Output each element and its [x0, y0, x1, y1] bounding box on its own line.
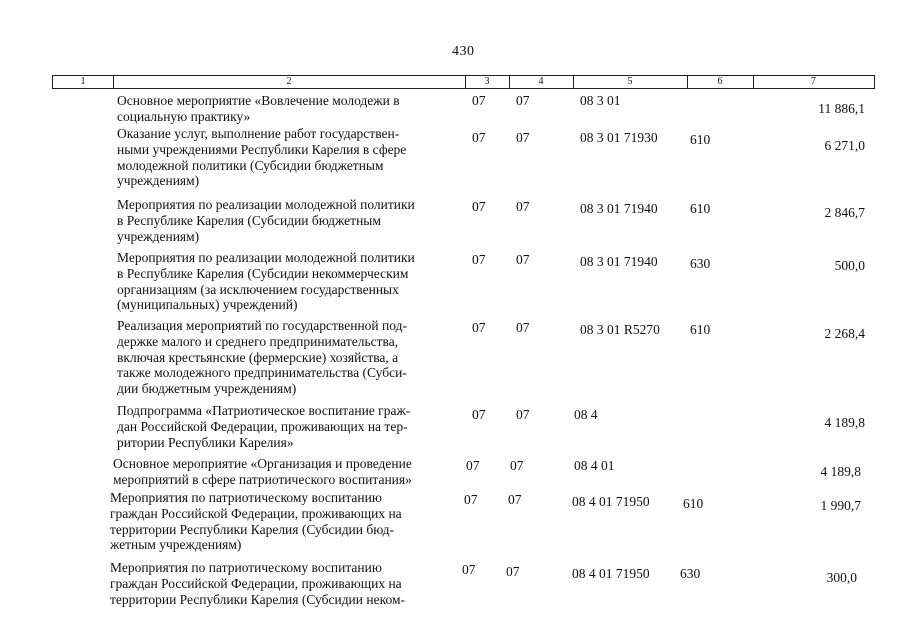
row-rz: 07: [462, 562, 476, 577]
header-col-7: 7: [811, 76, 816, 87]
row-rz: 07: [472, 407, 486, 422]
row-vr: 610: [690, 322, 711, 337]
row-vr: 610: [683, 496, 704, 511]
row-vr: 610: [690, 201, 711, 216]
row-sum: 1 990,7: [820, 498, 861, 513]
header-col-6: 6: [717, 76, 723, 87]
header-col-2: 2: [286, 76, 292, 87]
row-csr: 08 4 01 71950: [572, 566, 650, 581]
row-rz: 07: [472, 199, 486, 214]
row-rz: 07: [472, 320, 486, 335]
header-col-5: 5: [627, 76, 633, 87]
row-sum: 500,0: [834, 258, 865, 273]
row-vr: 610: [690, 132, 711, 147]
row-vr: 630: [690, 256, 711, 271]
row-csr: 08 4: [574, 407, 598, 422]
row-csr: 08 4 01: [574, 458, 615, 473]
row-name: Мероприятия по патриотическому воспитанию граждан Российской Федерации, проживающих на территории Республики Карелия (Субсидии неком-: [110, 560, 406, 607]
row-rz: 07: [472, 93, 486, 108]
row-csr: 08 3 01 71940: [580, 201, 658, 216]
row-pr: 07: [506, 564, 520, 579]
row-pr: 07: [516, 130, 530, 145]
row-csr: 08 3 01 71930: [580, 130, 658, 145]
row-sum: 2 268,4: [824, 326, 865, 341]
row-csr: 08 3 01 71940: [580, 254, 658, 269]
row-rz: 07: [464, 492, 478, 507]
row-sum: 300,0: [826, 570, 857, 585]
page-number: 430: [452, 44, 475, 59]
row-sum: 11 886,1: [818, 101, 865, 116]
row-csr: 08 3 01 R5270: [580, 322, 660, 337]
row-name: Мероприятия по реализации молодежной политики в Республике Карелия (Субсидии бюджетным учреждениям): [117, 197, 415, 244]
row-sum: 4 189,8: [824, 415, 865, 430]
row-rz: 07: [472, 130, 486, 145]
header-col-1: 1: [80, 76, 86, 87]
row-pr: 07: [516, 199, 530, 214]
row-name: Мероприятия по патриотическому воспитанию граждан Российской Федерации, проживающих на территории Республики Карелия (Субсидии бюд- жетным учреждениям): [110, 490, 402, 553]
row-csr: 08 4 01 71950: [572, 494, 650, 509]
row-name: Основное мероприятие «Вовлечение молодежи в социальную практику»: [117, 93, 400, 124]
row-pr: 07: [516, 93, 530, 108]
header-col-4: 4: [538, 76, 544, 87]
row-sum: 4 189,8: [820, 464, 861, 479]
row-pr: 07: [510, 458, 524, 473]
header-col-3: 3: [484, 76, 490, 87]
row-pr: 07: [516, 407, 530, 422]
row-vr: 630: [680, 566, 701, 581]
row-name: Реализация мероприятий по государственной под- держке малого и среднего предпринимательства, включая крестьянские (фермерские) хозяйства, а также молодежного предпринимательства (Субси- дии бюджетным учреждениям): [117, 318, 407, 397]
row-pr: 07: [516, 252, 530, 267]
row-name: Подпрограмма «Патриотическое воспитание граж- дан Российской Федерации, проживающих на тер- ритории Республики Карелия»: [117, 403, 411, 450]
row-pr: 07: [508, 492, 522, 507]
row-name: Основное мероприятие «Организация и проведение мероприятий в сфере патриотического воспитания»: [113, 456, 412, 487]
row-name: Мероприятия по реализации молодежной политики в Республике Карелия (Субсидии некоммерческим организациям (за исключением государственных (муниципальных) учреждений): [117, 250, 415, 313]
row-pr: 07: [516, 320, 530, 335]
row-csr: 08 3 01: [580, 93, 621, 108]
row-name: Оказание услуг, выполнение работ государствен- ными учреждениями Республики Карелия в сфере молодежной политики (Субсидии бюджетным учреждениям): [117, 126, 407, 189]
row-sum: 2 846,7: [824, 205, 865, 220]
row-rz: 07: [472, 252, 486, 267]
row-sum: 6 271,0: [824, 138, 865, 153]
row-rz: 07: [466, 458, 480, 473]
